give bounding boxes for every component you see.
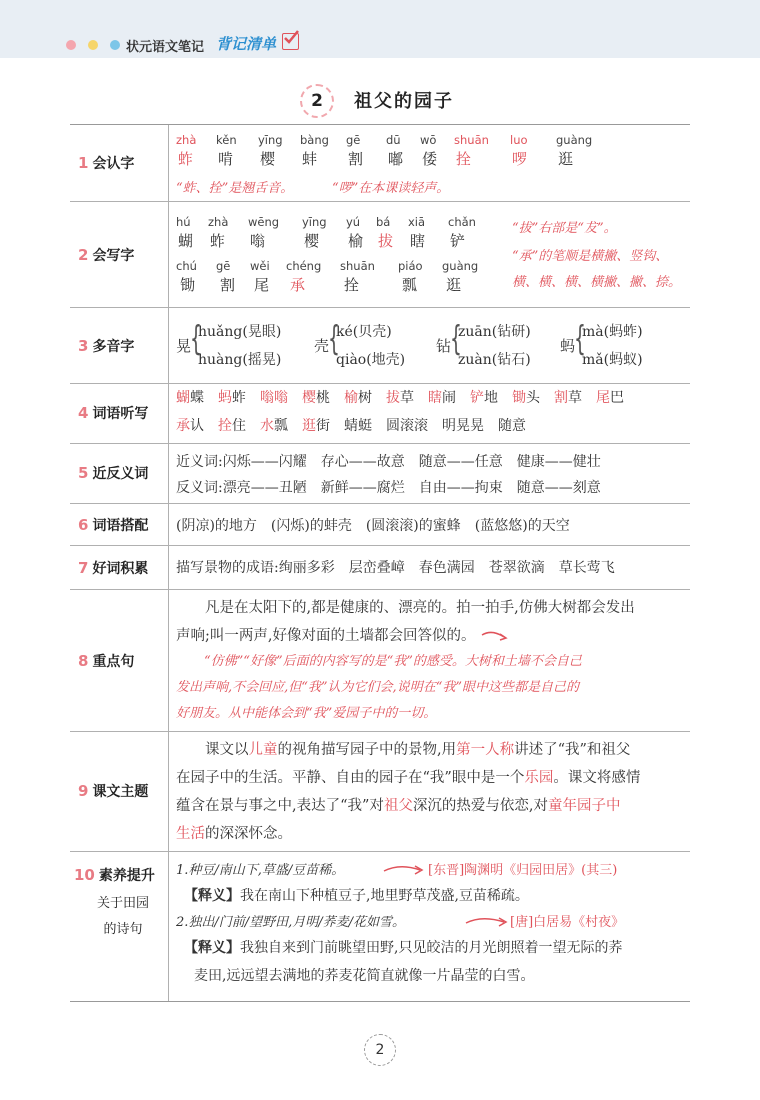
poly-reading: mǎ(蚂蚁) [582, 352, 643, 368]
theme-text: 的视角描写园子中的景物,用 [277, 742, 457, 758]
row-divider [70, 589, 690, 590]
page-number: 2 [364, 1034, 396, 1066]
dictation-word [260, 418, 288, 434]
section-label-dictation [78, 403, 176, 423]
char-label: 啃 [218, 150, 234, 168]
section-title: 会写字 [92, 248, 135, 264]
section-title: 好词积累 [92, 561, 149, 577]
poly-char: 钻 [436, 337, 452, 355]
row-divider [70, 307, 690, 308]
key-sentence-note-3: 好朋友。从中能体会到“我”爱园子中的一切。 [176, 706, 437, 721]
char-label: 榆 [348, 232, 364, 250]
section-label-polyphone [78, 336, 176, 356]
char-label: 尾 [254, 276, 270, 294]
section-label-goodwords [78, 558, 176, 578]
plain-char: 头 [526, 390, 540, 406]
goodwords-line: 描写景物的成语:绚丽多彩 层峦叠嶂 春色满园 苍翠欲滴 草长莺飞 [176, 560, 615, 576]
section-label-literacy [74, 865, 172, 943]
explanation-tag: 【释义】 [184, 888, 240, 904]
section-number: 1 [78, 154, 89, 172]
pinyin-label: hú [176, 215, 191, 229]
collocation-line: (阴凉)的地方 (闪烁)的蚌壳 (圆滚滚)的蜜蜂 (蓝悠悠)的天空 [176, 518, 570, 534]
key-sentence-note-1: “仿佛”“好像”后面的内容写的是“我”的感受。大树和土墙不会自己 [204, 654, 582, 669]
theme-line-4 [176, 819, 684, 849]
section-number: 6 [78, 516, 89, 534]
plain-char: 蜻蜓 [344, 418, 372, 434]
plain-char: 蚱 [232, 390, 246, 406]
highlight-char: 锄 [512, 390, 526, 406]
section-number: 10 [74, 866, 95, 884]
theme-line-1 [176, 735, 684, 765]
section-title: 素养提升 [98, 868, 155, 884]
char-label: 嗡 [250, 232, 266, 250]
pinyin-label: shuān [454, 133, 489, 147]
plain-char: 认 [190, 418, 204, 434]
section-title: 多音字 [92, 339, 135, 355]
section-number: 2 [78, 246, 89, 264]
row-divider [70, 201, 690, 202]
poly-reading: zuān(钻研) [458, 324, 531, 340]
row-divider [70, 383, 690, 384]
char-label: 承 [290, 276, 306, 294]
theme-text: 课文以 [205, 742, 249, 758]
poem-1-explanation [184, 885, 529, 905]
highlight-char: 嗡嗡 [260, 390, 288, 406]
poly-reading: zuàn(钻石) [458, 352, 531, 368]
plain-char: 住 [232, 418, 246, 434]
highlight-char: 蚂 [218, 390, 232, 406]
plain-char: 地 [484, 390, 498, 406]
pinyin-label: chéng [286, 259, 322, 273]
recognize-note-2: “啰”在本课读轻声。 [332, 181, 450, 196]
write-note-2: “承”的笔顺是横撇、竖钩、 [512, 249, 669, 264]
theme-highlight: 第一人称 [456, 742, 515, 758]
theme-highlight: 儿童 [248, 742, 278, 758]
section-label-recognize [78, 153, 176, 173]
checkbox-icon [282, 33, 299, 50]
key-sentence-note-2: 发出声响,不会回应,但“我”认为它们会,说明在“我”眼中这些都是自己的 [176, 680, 579, 695]
char-label: 嘟 [388, 150, 404, 168]
theme-highlight: 童年园子中 [548, 798, 621, 814]
explanation-tag: 【释义】 [184, 940, 240, 956]
highlight-char: 尾 [596, 390, 610, 406]
highlight-char: 逛 [302, 418, 316, 434]
highlight-char: 铲 [470, 390, 484, 406]
dictation-word [344, 390, 372, 406]
char-label: 蝴 [178, 232, 194, 250]
pinyin-label: shuān [340, 259, 375, 273]
yellow-dot-icon [88, 40, 98, 50]
theme-highlight: 乐园 [524, 770, 554, 786]
synonyms-line: 近义词:闪烁——闪耀 存心——故意 随意——任意 健康——健壮 [176, 454, 601, 470]
section-label-keysentence [78, 651, 176, 671]
lesson-title: 祖父的园子 [354, 91, 454, 112]
highlight-char: 蝴 [176, 390, 190, 406]
highlight-char: 榆 [344, 390, 358, 406]
char-label: 拔 [378, 232, 394, 250]
poly-char: 壳 [314, 337, 330, 355]
plain-char: 桃 [316, 390, 330, 406]
arrow-icon [464, 915, 510, 929]
section-label-theme [78, 781, 176, 801]
pinyin-label: zhà [208, 215, 229, 229]
dictation-word [386, 390, 414, 406]
poly-char: 晃 [176, 337, 192, 355]
plain-char: 草 [400, 390, 414, 406]
pinyin-label: bàng [300, 133, 329, 147]
dictation-word [596, 390, 624, 406]
section-number: 7 [78, 559, 89, 577]
lesson-number: 2 [300, 84, 334, 118]
write-note-3: 横、横、横、横撇、撇、捺。 [512, 275, 682, 290]
section-title: 会认字 [92, 156, 135, 172]
row-divider [70, 545, 690, 546]
theme-text: 。课文将感情 [553, 770, 641, 786]
arrow-icon [480, 629, 510, 643]
plain-char: 街 [316, 418, 330, 434]
char-label: 逛 [558, 150, 574, 168]
poly-reading: huǎng(晃眼) [198, 324, 282, 340]
dictation-word [176, 390, 204, 406]
arrow-icon [382, 863, 426, 877]
pinyin-label: chú [176, 259, 197, 273]
poly-char: 蚂 [560, 337, 576, 355]
pink-dot-icon [66, 40, 76, 50]
section-number: 5 [78, 464, 89, 482]
theme-text: 深沉的热爱与依恋,对 [412, 798, 549, 814]
highlight-char: 樱 [302, 390, 316, 406]
theme-text: 的深深怀念。 [205, 826, 292, 842]
pinyin-label: wēng [248, 215, 280, 229]
brand-subtitle: 背记清单 [216, 35, 277, 53]
highlight-char: 拴 [218, 418, 232, 434]
key-sentence-line-1: 凡是在太阳下的,都是健康的、漂亮的。拍一拍手,仿佛大树都会发出 [205, 600, 635, 616]
blue-dot-icon [110, 40, 120, 50]
section-title: 词语听写 [92, 406, 149, 422]
antonyms-line: 反义词:漂亮——丑陋 新鲜——腐烂 自由——拘束 随意——刻意 [176, 480, 601, 496]
section-label-write [78, 245, 176, 265]
plain-char: 草 [568, 390, 582, 406]
char-label: 割 [348, 150, 364, 168]
char-label: 樱 [304, 232, 320, 250]
plain-char: 圆滚滚 [386, 418, 428, 434]
char-label: 倭 [422, 150, 438, 168]
char-label: 樱 [260, 150, 276, 168]
pinyin-label: yú [346, 215, 361, 229]
theme-highlight: 祖父 [383, 798, 413, 814]
char-label: 割 [220, 276, 236, 294]
char-label: 蚌 [302, 150, 318, 168]
char-label: 蚱 [210, 232, 226, 250]
char-label: 铲 [450, 232, 466, 250]
highlight-char: 水 [260, 418, 274, 434]
section-label-synonyms [78, 463, 176, 483]
theme-text: 蕴含在景与事之中,表达了“我”对 [176, 798, 384, 814]
section-subtitle: 关于田园 [96, 896, 149, 911]
dictation-word [554, 390, 582, 406]
section-number: 3 [78, 337, 89, 355]
brace-icon: { [190, 319, 202, 359]
dictation-word [260, 390, 288, 406]
theme-line-2 [176, 763, 684, 793]
char-label: 拴 [344, 276, 360, 294]
brand-name: 状元语文笔记 [126, 40, 205, 55]
char-label: 啰 [512, 150, 528, 168]
plain-char: 巴 [610, 390, 624, 406]
plain-char: 蝶 [190, 390, 204, 406]
poly-reading: qiào(地壳) [336, 352, 406, 368]
dictation-word [470, 390, 498, 406]
pinyin-label: dū [386, 133, 401, 147]
dictation-word [218, 390, 246, 406]
dictation-word [344, 418, 372, 434]
poem-1-line: 1.种豆/南山下,草盛/豆苗稀。 [176, 863, 345, 878]
dictation-word [302, 390, 330, 406]
char-label: 瞎 [410, 232, 426, 250]
section-label-collocation [78, 515, 176, 535]
poly-reading: huàng(摇晃) [198, 352, 282, 368]
plain-char: 瓢 [274, 418, 288, 434]
plain-char: 明晃晃 [442, 418, 484, 434]
brace-icon: { [450, 319, 462, 359]
pinyin-label: wō [420, 133, 437, 147]
char-label: 锄 [180, 276, 196, 294]
poem-1-source: [东晋]陶渊明《归园田居》(其三) [428, 863, 618, 878]
char-label: 拴 [456, 150, 472, 168]
explanation-text: 我在南山下种植豆子,地里野草茂盛,豆苗稀疏。 [240, 888, 529, 904]
row-divider [70, 731, 690, 732]
char-label: 瓢 [402, 276, 418, 294]
pinyin-label: kěn [216, 133, 237, 147]
dictation-row-2 [176, 415, 540, 435]
theme-line-3 [176, 791, 684, 821]
notes-table [70, 124, 690, 1002]
poly-reading: mà(蚂蚱) [582, 324, 643, 340]
dictation-word [512, 390, 540, 406]
poem-2-line: 2.独出/门前/望野田,月明/荞麦/花如雪。 [176, 915, 406, 930]
dictation-word [386, 418, 428, 434]
write-note-1: “拔”右部是“犮”。 [512, 221, 617, 236]
pinyin-label: guàng [556, 133, 593, 147]
dictation-word [176, 418, 204, 434]
pinyin-label: xiā [408, 215, 426, 229]
highlight-char: 承 [176, 418, 190, 434]
plain-char: 闹 [442, 390, 456, 406]
pinyin-label: gē [346, 133, 361, 147]
brace-icon: { [328, 319, 340, 359]
pinyin-label: chǎn [448, 215, 476, 229]
theme-text: 讲述了“我”和祖父 [514, 742, 631, 758]
pinyin-label: wěi [250, 259, 270, 273]
pinyin-label: yīng [258, 133, 283, 147]
section-title: 近反义词 [92, 466, 149, 482]
pinyin-label: piáo [398, 259, 423, 273]
section-title: 词语搭配 [92, 518, 149, 534]
pinyin-label: gē [216, 259, 231, 273]
char-label: 蚱 [178, 150, 194, 168]
pinyin-label: zhà [176, 133, 197, 147]
dictation-word [302, 418, 330, 434]
section-number: 8 [78, 652, 89, 670]
theme-highlight: 生活 [176, 826, 205, 842]
plain-char: 随意 [498, 418, 526, 434]
plain-char: 树 [358, 390, 372, 406]
section-number: 9 [78, 782, 89, 800]
char-label: 逛 [446, 276, 462, 294]
row-divider [70, 503, 690, 504]
dictation-word [218, 418, 246, 434]
row-divider [70, 851, 690, 852]
dictation-word [498, 418, 526, 434]
dictation-row-1 [176, 387, 638, 407]
row-divider [70, 443, 690, 444]
pinyin-label: guàng [442, 259, 479, 273]
pinyin-label: luo [510, 133, 528, 147]
highlight-char: 瞎 [428, 390, 442, 406]
poly-reading: ké(贝壳) [336, 324, 392, 340]
recognize-note-1: “蚱、拴”是翘舌音。 [176, 181, 294, 196]
section-title: 重点句 [92, 654, 135, 670]
highlight-char: 拔 [386, 390, 400, 406]
brace-icon: { [574, 319, 586, 359]
pinyin-label: yīng [302, 215, 327, 229]
key-sentence-text: 声响;叫一两声,好像对面的土墙都会回答似的。 [176, 628, 476, 644]
poem-2-explanation-cont: 麦田,远远望去满地的荞麦花简直就像一片晶莹的白雪。 [194, 968, 535, 984]
poem-2-source: [唐]白居易《村夜》 [510, 915, 625, 930]
section-number: 4 [78, 404, 89, 422]
dictation-word [428, 390, 456, 406]
section-subtitle: 的诗句 [103, 922, 143, 937]
section-title: 课文主题 [92, 784, 149, 800]
poem-2-explanation [184, 937, 622, 957]
dictation-word [442, 418, 484, 434]
theme-text: 在园子中的生活。平静、自由的园子在“我”眼中是一个 [176, 770, 525, 786]
explanation-text: 我独自来到门前眺望田野,只见皎洁的月光朗照着一望无际的荞 [240, 940, 623, 956]
pinyin-label: bá [376, 215, 391, 229]
highlight-char: 割 [554, 390, 568, 406]
